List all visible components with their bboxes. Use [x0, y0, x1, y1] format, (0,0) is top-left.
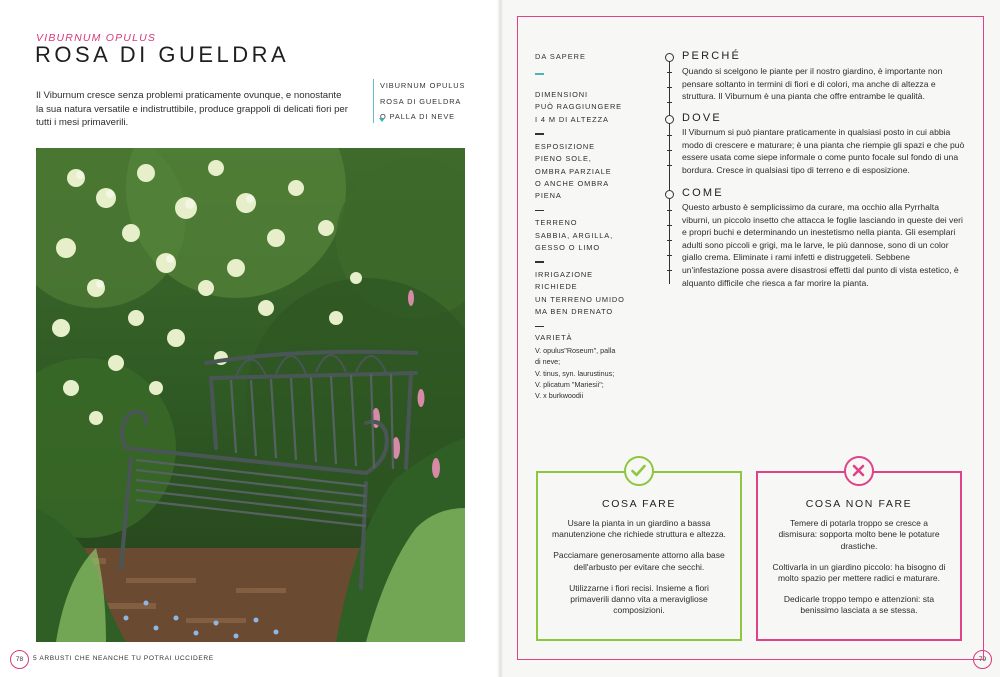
timeline-node [665, 115, 674, 124]
do-card-body [550, 518, 728, 626]
do-card [536, 471, 742, 641]
dont-card-title: COSA NON FARE [805, 498, 913, 510]
timeline-node [665, 190, 674, 199]
timeline-tick [667, 165, 672, 166]
do-card-title: COSA FARE [602, 498, 676, 510]
section-body-how: Questo arbusto è semplicissimo da curare, ma occhio alla Pyrrhalta viburni, un piccolo insetto che attacca le foglie lasciando in queste dei veri e propri buchi e determinando un inestetismo nella pianta. Gli esemplari adulti sono piccoli e grigi, ma le larve, le più dannose, sono di un color giallo crema. Eliminate i rami infetti e distruggeteli. Sebbene un'infestazione possa avere disastrosi effetti dal punto di vista estetico, è alquanto difficile che riesca a far morire la pianta. [682, 202, 963, 288]
fact-line: TERRENO [535, 218, 578, 228]
variety-item: V. tinus, syn. laurustinus; [535, 368, 615, 378]
intro-paragraph: Il Viburnum cresce senza problemi praticamente ovunque, e nonostante la sua natura versatile e indistruttibile, produce grappoli di delicati fiori per tutti i mesi primaverili. [36, 90, 348, 128]
do-item: Usare la pianta in un giardino a bassa manutenzione che richiede struttura e altezza. [552, 518, 726, 540]
do-item: Pacciamare generosamente attorno alla base dell'arbusto per evitare che secchi. [553, 550, 725, 572]
fact-divider [535, 261, 544, 263]
synonym-item: ROSA DI GUELDRA [380, 96, 462, 106]
dont-item: Coltivarla in un giardino piccolo: ha bisogno di molto spazio per mettere radici e maturare. [772, 561, 946, 584]
variety-item: V. x burkwoodii [535, 391, 584, 401]
x-icon [844, 456, 874, 486]
running-head: 5 ARBUSTI CHE NEANCHE TU POTRAI UCCIDERE [33, 655, 214, 662]
fact-line: PUÒ RAGGIUNGERE [535, 102, 623, 112]
fact-line: DIMENSIONI [535, 90, 588, 99]
synonym-item: VIBURNUM OPULUS [380, 81, 466, 90]
page-number-left: 78 [10, 650, 29, 669]
timeline-tick [667, 87, 672, 88]
fact-line: ESPOSIZIONE [535, 141, 596, 151]
varieties-list [535, 345, 645, 401]
section-body-why: Quando si scelgono le piante per il nostro giardino, è importante non pensare soltanto in termini di fiori e di colori, ma anche di altezza e struttura. Il Viburnum è una pianta che offre entrambe le qualità. [682, 66, 943, 102]
section-heading-why: PERCHÉ [682, 50, 742, 62]
page-number-right: 79 [973, 650, 992, 669]
timeline-tick [667, 240, 672, 241]
triangle-down-icon [379, 118, 385, 122]
synonym-item: O PALLA DI NEVE [380, 112, 455, 121]
fact-soil [535, 217, 645, 254]
photo-illustration [36, 148, 465, 642]
timeline-tick [667, 225, 672, 226]
timeline-tick [667, 150, 672, 151]
fact-line: OMBRA PARZIALE [535, 166, 612, 176]
timeline-node [665, 53, 674, 62]
page-title: ROSA DI GUELDRA [35, 42, 290, 67]
section-heading-how: COME [682, 187, 724, 199]
dont-card-body [770, 518, 948, 626]
section-body-where: Il Viburnum si può piantare praticamente in qualsiasi posto in cui abbia modo di crescere e maturare; è una pianta che riempie gli spazi e che può essere usata come siepe informale o come punto focale sul fondo di una bordura. Cresce in qualsiasi tipo di terreno e di esposizione. [682, 127, 965, 175]
fact-line: GESSO O LIMO [535, 243, 601, 253]
timeline-tick [667, 255, 672, 256]
varieties-label: VARIETÀ [535, 333, 573, 343]
timeline-tick [667, 270, 672, 271]
synonyms-list [380, 78, 490, 125]
facts-column [535, 52, 645, 402]
fact-exposure [535, 141, 645, 203]
synonyms-rule [373, 79, 374, 123]
dont-item: Temere di potarla troppo se cresce a dismisura: sopporta molto bene le potature drastiche. [778, 518, 940, 551]
fact-line: I 4 M DI ALTEZZA [535, 114, 609, 124]
timeline-tick [667, 210, 672, 211]
fact-line: RICHIEDE [535, 282, 578, 292]
book-spine [497, 0, 503, 677]
variety-item: V. opulus"Roseum", palla [535, 346, 616, 356]
garden-bench-photo [36, 148, 465, 642]
fact-dimensions [535, 89, 645, 126]
fact-line: MA BEN DRENATO [535, 307, 614, 317]
timeline-tick [667, 102, 672, 103]
variety-item: di neve; [535, 357, 561, 367]
fact-line: O ANCHE OMBRA [535, 178, 610, 188]
section-heading-where: DOVE [682, 112, 722, 124]
teal-divider [535, 73, 544, 75]
facts-title: DA SAPERE [535, 52, 586, 61]
fact-line: PIENA [535, 191, 562, 201]
fact-divider [535, 326, 544, 328]
fact-line: PIENO SOLE, [535, 154, 592, 164]
fact-divider [535, 210, 544, 212]
timeline-tick [667, 72, 672, 73]
check-icon [624, 456, 654, 486]
timeline-tick [667, 135, 672, 136]
dont-item: Dedicarle troppo tempo e attenzioni: sta benissimo lasciata a se stessa. [783, 594, 935, 616]
fact-line: SABBIA, ARGILLA, [535, 230, 614, 240]
timeline-line [669, 56, 670, 284]
dont-card [756, 471, 962, 641]
fact-line: UN TERRENO UMIDO [535, 294, 625, 304]
fact-line: IRRIGAZIONE [535, 269, 593, 279]
latin-name-subtitle: VIBURNUM OPULUS [36, 32, 157, 44]
fact-watering [535, 269, 645, 319]
do-item: Utilizzarne i fiori recisi. Insieme a fiori primaverili danno vita a meravigliose composizioni. [569, 582, 709, 616]
fact-divider [535, 133, 544, 135]
variety-item: V. plicatum "Mariesii"; [535, 379, 604, 389]
